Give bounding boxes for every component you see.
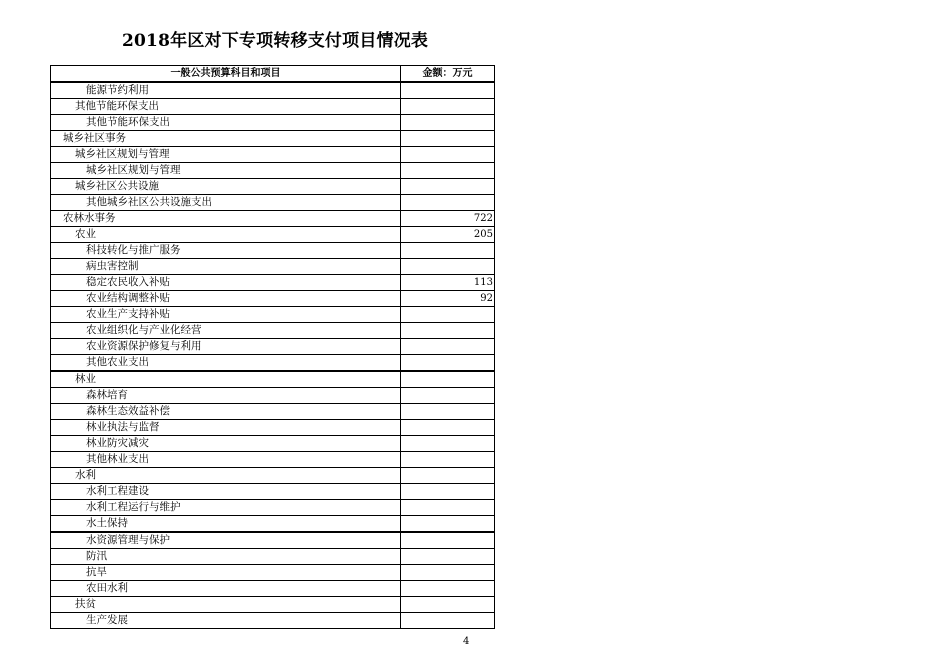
row-item-label: 城乡社区事务	[51, 131, 401, 147]
transfer-payment-table	[50, 65, 495, 629]
row-item-label: 其他农业支出	[51, 355, 401, 372]
table-row	[51, 259, 495, 275]
table-row	[51, 307, 495, 323]
row-amount: 205	[401, 227, 495, 243]
row-amount	[401, 99, 495, 115]
table-row	[51, 371, 495, 388]
row-item-label: 农业	[51, 227, 401, 243]
table-row	[51, 131, 495, 147]
table-row	[51, 420, 495, 436]
row-amount	[401, 131, 495, 147]
document-title: 2018年区对下专项转移支付项目情况表	[122, 31, 429, 51]
table-row	[51, 227, 495, 243]
table-row	[51, 147, 495, 163]
row-amount	[401, 500, 495, 516]
table-row	[51, 211, 495, 227]
row-item-label: 抗旱	[51, 565, 401, 581]
row-amount	[401, 179, 495, 195]
table-row	[51, 516, 495, 533]
header-item-column: 一般公共预算科目和项目	[51, 66, 401, 83]
row-item-label: 城乡社区规划与管理	[51, 163, 401, 179]
row-amount	[401, 339, 495, 355]
row-item-label: 其他城乡社区公共设施支出	[51, 195, 401, 211]
row-amount	[401, 404, 495, 420]
table-row	[51, 500, 495, 516]
row-amount	[401, 532, 495, 549]
table-row	[51, 195, 495, 211]
table-row	[51, 82, 495, 99]
row-item-label: 农业组织化与产业化经营	[51, 323, 401, 339]
row-amount	[401, 484, 495, 500]
row-item-label: 水土保持	[51, 516, 401, 533]
row-item-label: 水利工程建设	[51, 484, 401, 500]
page-number: 4	[463, 636, 470, 647]
row-item-label: 森林培育	[51, 388, 401, 404]
row-item-label: 扶贫	[51, 597, 401, 613]
table-row	[51, 355, 495, 372]
row-item-label: 林业	[51, 371, 401, 388]
table-row	[51, 404, 495, 420]
table-row	[51, 436, 495, 452]
row-item-label: 农田水利	[51, 581, 401, 597]
table-row	[51, 179, 495, 195]
row-amount	[401, 468, 495, 484]
table-row	[51, 468, 495, 484]
table-row	[51, 163, 495, 179]
table-row	[51, 291, 495, 307]
table-row	[51, 339, 495, 355]
row-amount	[401, 565, 495, 581]
row-item-label: 稳定农民收入补贴	[51, 275, 401, 291]
row-item-label: 城乡社区规划与管理	[51, 147, 401, 163]
row-item-label: 科技转化与推广服务	[51, 243, 401, 259]
row-amount	[401, 452, 495, 468]
table-header-row	[51, 66, 495, 83]
table-row	[51, 275, 495, 291]
row-item-label: 农林水事务	[51, 211, 401, 227]
table-row	[51, 613, 495, 629]
row-amount	[401, 195, 495, 211]
row-amount	[401, 163, 495, 179]
row-amount: 92	[401, 291, 495, 307]
row-amount	[401, 581, 495, 597]
row-item-label: 水利工程运行与维护	[51, 500, 401, 516]
row-item-label: 水利	[51, 468, 401, 484]
row-item-label: 防汛	[51, 549, 401, 565]
row-amount	[401, 420, 495, 436]
row-item-label: 其他林业支出	[51, 452, 401, 468]
row-item-label: 森林生态效益补偿	[51, 404, 401, 420]
row-amount: 722	[401, 211, 495, 227]
row-amount	[401, 115, 495, 131]
row-amount	[401, 147, 495, 163]
table-row	[51, 549, 495, 565]
row-item-label: 其他节能环保支出	[51, 99, 401, 115]
row-amount	[401, 549, 495, 565]
row-amount	[401, 243, 495, 259]
table-row	[51, 323, 495, 339]
row-item-label: 农业结构调整补贴	[51, 291, 401, 307]
row-item-label: 水资源管理与保护	[51, 532, 401, 549]
row-item-label: 农业资源保护修复与利用	[51, 339, 401, 355]
table-row	[51, 581, 495, 597]
table-row	[51, 243, 495, 259]
row-item-label: 其他节能环保支出	[51, 115, 401, 131]
table-row	[51, 484, 495, 500]
row-item-label: 城乡社区公共设施	[51, 179, 401, 195]
table-row	[51, 532, 495, 549]
row-amount	[401, 516, 495, 533]
row-item-label: 林业执法与监督	[51, 420, 401, 436]
table-body	[51, 82, 495, 629]
row-amount	[401, 436, 495, 452]
row-amount	[401, 323, 495, 339]
row-amount	[401, 82, 495, 99]
row-item-label: 林业防灾减灾	[51, 436, 401, 452]
row-amount	[401, 597, 495, 613]
table-row	[51, 99, 495, 115]
table-row	[51, 597, 495, 613]
row-amount	[401, 307, 495, 323]
row-item-label: 农业生产支持补贴	[51, 307, 401, 323]
row-amount	[401, 613, 495, 629]
table-row	[51, 452, 495, 468]
row-amount	[401, 388, 495, 404]
table-row	[51, 565, 495, 581]
row-amount	[401, 259, 495, 275]
row-amount	[401, 371, 495, 388]
row-item-label: 病虫害控制	[51, 259, 401, 275]
row-item-label: 能源节约利用	[51, 82, 401, 99]
table-row	[51, 388, 495, 404]
table-row	[51, 115, 495, 131]
row-item-label: 生产发展	[51, 613, 401, 629]
row-amount: 113	[401, 275, 495, 291]
header-amount-column: 金额：万元	[401, 66, 495, 83]
row-amount	[401, 355, 495, 372]
